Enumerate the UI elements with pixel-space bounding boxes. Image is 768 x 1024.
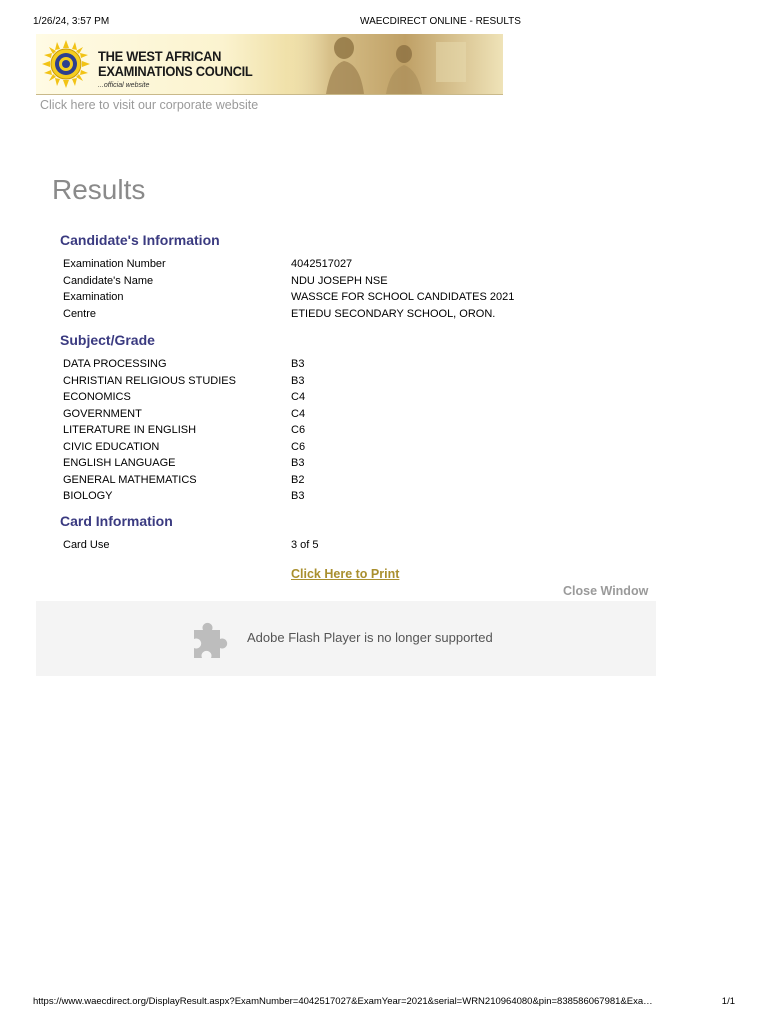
subject-grade: B3	[291, 358, 305, 370]
subject-name: CHRISTIAN RELIGIOUS STUDIES	[63, 374, 236, 387]
flash-plugin-placeholder	[36, 601, 656, 676]
candidate-info-row	[63, 306, 583, 323]
grade-row	[63, 389, 583, 406]
subject-name: GENERAL MATHEMATICS	[63, 473, 197, 486]
waec-banner[interactable]	[36, 34, 503, 95]
subject-grade: B3	[291, 457, 305, 469]
subject-name: DATA PROCESSING	[63, 358, 167, 370]
subject-grade: B3	[291, 374, 305, 387]
field-value: 4042517027	[291, 258, 353, 270]
field-value: WASSCE FOR SCHOOL CANDIDATES 2021	[291, 291, 515, 303]
grade-row	[63, 439, 583, 456]
subject-name: ECONOMICS	[63, 391, 131, 403]
subject-grade: B2	[291, 473, 305, 486]
page-url: https://www.waecdirect.org/DisplayResult.aspx?ExamNumber=4042517027&ExamYear=2021&serial=WRN210964080&pin=838586067981&Exa…	[33, 996, 653, 1007]
print-date: 1/26/24, 3:57 PM	[33, 16, 110, 27]
subject-grade: B3	[291, 490, 305, 502]
grade-row	[63, 488, 583, 505]
grade-row	[63, 472, 583, 489]
print-footer	[33, 996, 735, 1010]
print-document-title: WAECDIRECT ONLINE - RESULTS	[360, 16, 521, 27]
candidate-info-row	[63, 289, 583, 306]
waec-seal-logo-icon	[42, 40, 90, 88]
card-info-title: Card Information	[60, 513, 173, 529]
org-tagline: ...official website	[98, 82, 150, 89]
subject-grade: C4	[291, 391, 306, 403]
print-header	[33, 16, 735, 30]
candidate-info-row	[63, 273, 583, 290]
org-name: THE WEST AFRICAN EXAMINATIONS COUNCIL	[98, 48, 253, 79]
field-value: NDU JOSEPH NSE	[291, 274, 388, 287]
subject-name: CIVIC EDUCATION	[63, 440, 160, 453]
field-value: ETIEDU SECONDARY SCHOOL, ORON.	[291, 307, 496, 320]
candidate-info-row	[63, 256, 583, 273]
subject-name: GOVERNMENT	[63, 407, 142, 420]
candidate-info-table	[63, 256, 583, 322]
field-label: Examination Number	[63, 258, 166, 270]
banner-photo	[286, 34, 503, 94]
field-label: Centre	[63, 307, 97, 320]
grade-row	[63, 356, 583, 373]
grade-row	[63, 455, 583, 472]
print-link[interactable]: Click Here to Print	[291, 567, 400, 581]
field-label: Examination	[63, 291, 124, 303]
corporate-website-link[interactable]: Click here to visit our corporate website	[40, 98, 259, 112]
card-info-row	[63, 537, 583, 554]
grade-row	[63, 373, 583, 390]
field-value: 3 of 5	[291, 539, 319, 551]
puzzle-plugin-icon	[190, 618, 232, 660]
candidate-info-title: Candidate's Information	[60, 232, 220, 248]
subject-name: BIOLOGY	[63, 490, 113, 502]
page-title: Results	[52, 174, 146, 205]
subject-name: LITERATURE IN ENGLISH	[63, 424, 197, 436]
subject-grade: C4	[291, 407, 306, 420]
card-info-table	[63, 537, 583, 554]
subject-name: ENGLISH LANGUAGE	[63, 457, 176, 469]
page-count: 1/1	[721, 996, 735, 1007]
subject-grade: C6	[291, 440, 306, 453]
subject-grade-title: Subject/Grade	[60, 332, 155, 348]
subject-grade-table	[63, 356, 583, 505]
grade-row	[63, 422, 583, 439]
flash-unsupported-message: Adobe Flash Player is no longer supported	[247, 630, 493, 645]
grade-row	[63, 406, 583, 423]
close-window-link[interactable]: Close Window	[563, 584, 649, 598]
field-label: Card Use	[63, 539, 110, 551]
subject-grade: C6	[291, 424, 306, 436]
field-label: Candidate's Name	[63, 274, 154, 287]
